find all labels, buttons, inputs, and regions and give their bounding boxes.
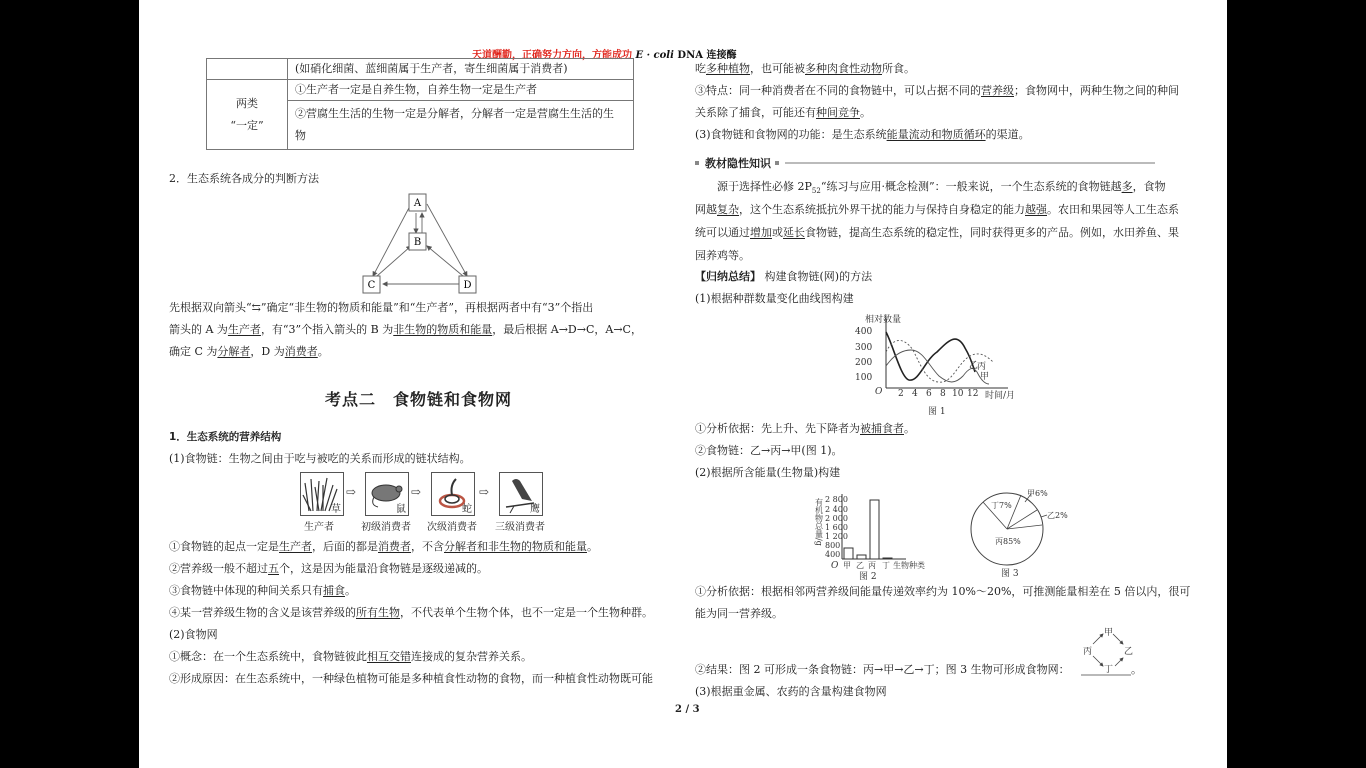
node-label: 甲 [1104,628,1114,638]
text: (3)食物链和食物网的功能：是生态系统 [695,128,887,141]
text: ②营养级一般不超过 [169,562,268,575]
text: ②结果：图 2 可形成一条食物链：丙→甲→乙→丁；图 3 生物可形成食物网： [695,663,1070,676]
node-C [363,276,380,293]
text: 。 [860,106,871,119]
text: ，D 为 [250,345,285,358]
chain-role-label: 次级消费者 [427,522,477,533]
svg-text:800: 800 [825,541,841,550]
svg-text:1 200: 1 200 [825,532,848,541]
text: ，这个生态系统抵抗外界干扰的能力与保持自身稳定的能力 [739,203,1025,216]
answer-blank: 所有生物 [356,606,400,619]
node-A [409,194,426,211]
chain-arrow-icon: ⇨ [479,485,490,499]
r-line4 [695,128,1030,142]
method2-analysis-line1: ①分析依据：根据相邻两营养级间能量传递效率约为 10%～20%，可推测能量相差在 5 倍以内，很可 [695,585,1191,598]
ecosystem-component-table [206,58,634,150]
y-axis-label: 相对数量 [865,315,902,325]
label-line2: “一定” [230,118,264,132]
text: 连接成的复杂营养关系。 [411,650,532,663]
text: ，也可能被 [750,62,805,75]
svg-text:4: 4 [912,389,918,399]
text: 统可以通过 [695,226,750,239]
hidden-line1 [717,180,1166,198]
svg-text:12: 12 [967,389,979,399]
answer-blank: 多 [1121,180,1133,193]
svg-text:2: 2 [898,389,904,399]
text: 关系除了捕食，可能还有 [695,106,816,119]
origin-label: O [875,387,883,397]
table-cell-label [207,80,288,150]
organism-label: 鹰 [530,504,540,515]
summary-title: 构建食物链(网)的方法 [761,270,873,283]
abcd-diagram [359,190,489,295]
table-cell-rule2 [288,101,634,150]
pie-label: 乙2% [1047,511,1068,520]
text: ；食物网中，两种生物之间的种间 [1014,84,1179,97]
chart-title: 图 1 [928,407,946,417]
svg-text:400: 400 [855,327,873,337]
chain-box-grass [300,472,344,516]
answer-blank: 五 [268,562,279,575]
svg-text:100: 100 [855,373,873,383]
method2-title: (2)根据所含能量(生物量)构建 [695,466,841,479]
answer-blank: 生产者 [279,540,312,553]
s1-food-chain-def: (1)食物链：生物之间由于吃与被吃的关系而形成的链状结构。 [169,452,471,465]
label-line1: 两类 [236,96,258,110]
chain-role-label: 生产者 [304,522,334,533]
x-axis-label: 时间/月 [985,391,1016,401]
table-row [207,59,634,80]
chart-title: 图 2 [859,572,877,580]
text: 。 [587,540,598,553]
kaodian-title: 考点二 食物链和食物网 [325,390,513,409]
svg-text:乙: 乙 [969,361,979,371]
text: ，最后根据 A→D→C，A→C， [492,323,642,336]
figure2-bar-chart [811,488,941,580]
hidden-line3 [695,226,1179,240]
origin-label: O [831,561,839,571]
chain-box-rat [365,472,409,516]
table-cell-rule1: ①生产者一定是自养生物，自养生物一定是生产者 [288,80,634,101]
s1-title: 1．生态系统的营养结构 [169,431,282,443]
text: 或 [772,226,783,239]
category-label: 乙 [856,561,864,570]
method3-title: (3)根据重金属、农药的含量构建食物网 [695,685,887,698]
svg-text:B: B [413,237,422,248]
pie-label: 丁7% [991,501,1012,510]
answer-blank: 分解者和非生物的物质和能量 [444,540,587,553]
r-line3 [695,106,871,120]
summary-tag: 【归纳总结】 [695,270,761,283]
answer-blank: 消费者 [378,540,411,553]
svg-text:2 000: 2 000 [825,514,848,523]
svg-text:2 800: 2 800 [825,495,848,504]
svg-text:D: D [463,280,472,291]
y-axis-label: 有机物总量/g [814,498,824,546]
bullet-square-icon [695,161,699,165]
answer-blank: 非生物的物质和能量 [393,323,493,336]
header-topic: DNA 连接酶 [673,50,737,61]
chain-arrow-icon: ⇨ [411,485,422,499]
node-D [459,276,476,293]
text: “练习与应用·概念检测”：一般来说，一个生态系统的食物链越 [820,180,1122,193]
method2-result-end: 。 [1131,663,1142,676]
table-cell-note: (如硝化细菌、蓝细菌属于生产者，寄生细菌属于消费者) [288,59,634,80]
page-subscript: 52 [811,187,821,196]
text: 的渠道。 [985,128,1030,141]
text: ，后面的都是 [312,540,378,553]
svg-text:6: 6 [926,389,932,399]
svg-text:C: C [367,280,376,291]
text: 确定 C 为 [169,345,218,358]
document-page [139,0,1227,768]
chain-box-eagle [499,472,543,516]
text: ，食物 [1132,180,1166,193]
answer-blank: 越强 [1025,203,1047,216]
svg-text:A: A [413,198,422,209]
pie-label: 甲6% [1027,489,1048,498]
category-label: 丙 [868,561,876,570]
hidden-line2 [695,203,1179,217]
figure1-line-chart [853,310,1033,420]
answer-blank: 分解者 [217,345,251,358]
node-label: 丁 [1104,665,1114,675]
text: 。农田和果园等人工生态系 [1047,203,1179,216]
figure3-pie-chart [965,484,1075,580]
answer-blank: 多种肉食性动物 [805,62,882,75]
answer-blank: 多种植物 [706,62,750,75]
svg-text:2 400: 2 400 [825,505,848,514]
rule2-line1: ②营腐生生活的生物一定是分解者，分解者一定是营腐生生活的生 [295,107,614,120]
header-slogan: 天道酬勤，正确努力方向，方能成功 [472,50,632,61]
series-label: 甲 [980,372,990,382]
answer-blank: 延长 [783,226,805,239]
judge-line3 [169,345,329,359]
hidden-line4: 园养鸡等。 [695,249,750,262]
method1-chain: ②食物链：乙→丙→甲(图 1)。 [695,444,843,457]
answer-blank: 生产者 [227,323,261,336]
node-B [409,233,426,250]
svg-text:400: 400 [825,550,841,559]
text: ，不代表单个生物个体，也不一定是一个生物种群。 [400,606,653,619]
method2-result [695,663,1070,677]
table-row [207,80,634,101]
hidden-knowledge-header [693,155,1155,171]
answer-blank: 复杂 [717,203,739,216]
bar [883,558,892,559]
answer-blank: 增加 [750,226,772,239]
text: ①概念：在一个生态系统中，食物链彼此 [169,650,367,663]
food-web-cause: ②形成原因：在生态系统中，一种绿色植物可能是多种植食性动物的食物，而一种植食性动物既可能 [169,672,653,685]
text: 。 [317,345,329,358]
chain-role-label: 初级消费者 [361,522,411,533]
text: ③食物链中体现的种间关系只有 [169,584,323,597]
section2-title: 2．生态系统各成分的判断方法 [169,172,319,185]
bullet-square-icon [775,161,779,165]
r-line2 [695,84,1179,98]
answer-blank: 相互交错 [367,650,411,663]
svg-text:200: 200 [855,358,873,368]
text: ①食物链的起点一定是 [169,540,279,553]
series-label: 丙 [977,362,987,372]
organism-label: 鼠 [396,504,406,515]
method2-analysis-line2: 能为同一营养级。 [695,607,783,620]
summary-heading [695,270,872,284]
svg-text:1 600: 1 600 [825,523,848,532]
bar [857,555,866,559]
rule2-line2: 物 [295,129,306,142]
text: 箭头的 A 为 [169,323,228,336]
chart-title: 图 3 [1001,569,1019,579]
bar [870,500,879,559]
svg-text:10: 10 [952,389,964,399]
r-line1 [695,62,915,76]
point3 [169,584,356,598]
text: 所食。 [882,62,915,75]
category-label: 甲 [843,561,851,570]
point1 [169,540,598,554]
bar [844,548,853,559]
node-label: 乙 [1124,647,1134,657]
organism-label: 草 [331,504,341,515]
food-web-answer-diagram [1081,624,1137,676]
organism-label: 蛇 [462,504,472,515]
pie-label: 丙85% [995,537,1021,546]
text: 网越 [695,203,717,216]
chain-role-label: 三级消费者 [495,522,545,533]
x-axis-label: 生物种类 [893,561,925,570]
point4 [169,606,653,620]
category-label: 丁 [882,561,890,570]
food-web-title: (2)食物网 [169,628,218,641]
answer-blank: 能量流动和物质循环 [886,128,986,141]
table-cell-empty [207,59,288,80]
answer-blank: 消费者 [284,345,318,358]
method1-analysis [695,422,915,436]
text: 。 [345,584,356,597]
chain-arrow-icon: ⇨ [346,485,357,499]
text: ，不含 [411,540,444,553]
text: ③特点：同一种消费者在不同的食物链中，可以占据不同的 [695,84,981,97]
page-number: 2 / 3 [675,704,700,715]
text: 吃 [695,62,706,75]
svg-text:8: 8 [940,389,946,399]
text: 。 [904,422,915,435]
method1-title: (1)根据种群数量变化曲线图构建 [695,292,854,305]
judge-line2 [169,323,642,337]
answer-blank: 被捕食者 [860,422,904,435]
text: 源于选择性必修 2P [717,180,812,193]
header-topic-italic: E · coli [635,50,674,61]
food-web-concept [169,650,532,664]
text: ①分析依据：先上升、先下降者为 [695,422,860,435]
text: ④某一营养级生物的含义是该营养级的 [169,606,356,619]
svg-text:300: 300 [855,343,873,353]
chain-box-snake [431,472,475,516]
point2 [169,562,488,576]
answer-blank: 捕食 [323,584,345,597]
judge-line1: 先根据双向箭头“⇆”确定“非生物的物质和能量”和“生产者”，再根据两者中有“3”个指出 [169,301,594,314]
section-title: 教材隐性知识 [705,157,771,170]
text: 食物链，提高生态系统的稳定性，同时获得更多的产品。例如，水田养鱼、果 [805,226,1179,239]
text: ，有“3”个指入箭头的 B 为 [260,323,394,336]
answer-blank: 种间竞争 [816,106,860,119]
answer-blank: 营养级 [981,84,1014,97]
node-label: 丙 [1083,647,1093,657]
text: 个，这是因为能量沿食物链是逐级递减的。 [279,562,488,575]
divider [785,162,1155,164]
